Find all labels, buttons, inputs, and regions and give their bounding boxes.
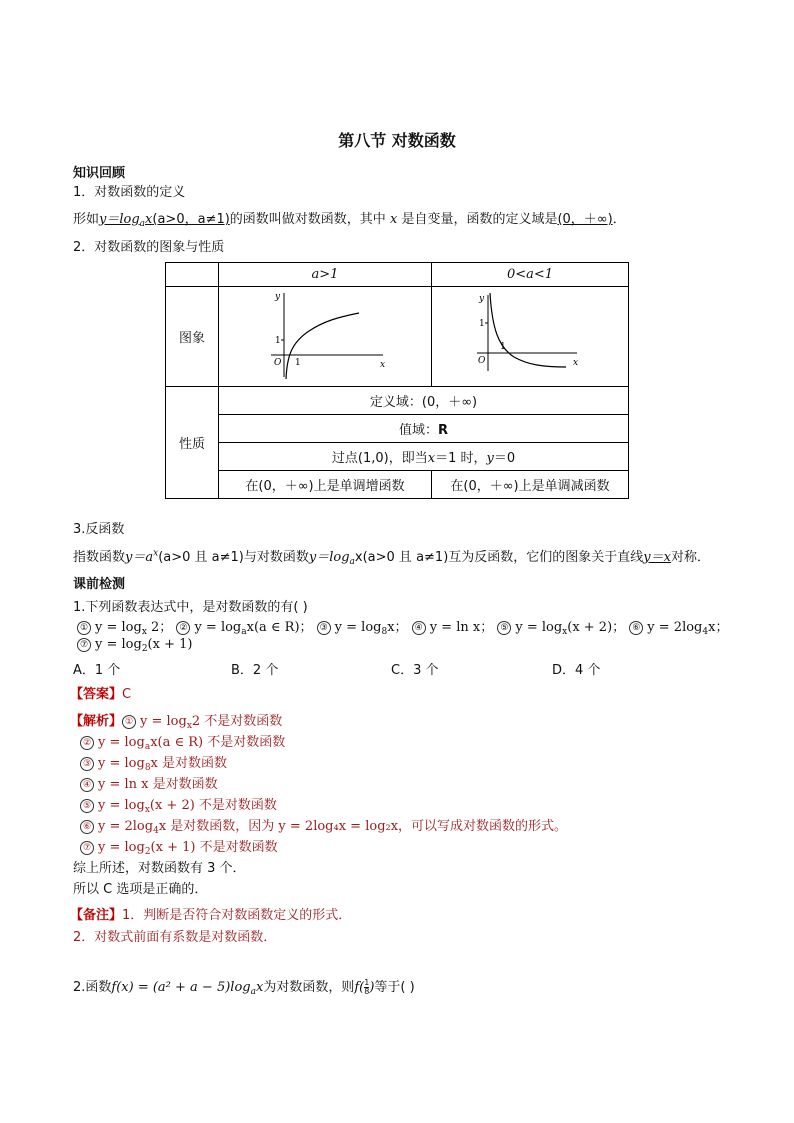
properties-table	[165, 262, 629, 499]
q1-stem: 1.下列函数表达式中，是对数函数的有( )	[73, 600, 308, 615]
decreasing-curve	[490, 293, 566, 367]
row-label-graph: 图象	[166, 287, 219, 387]
definition-domain: (0，＋∞)	[557, 212, 613, 227]
q1-summary-1: 综上所述，对数函数有 3 个．	[73, 861, 246, 876]
q1-choice-c: C．3 个	[391, 663, 439, 678]
x-tick-1-label: 1	[295, 358, 301, 368]
item1-label: 1．对数函数的定义	[73, 185, 186, 200]
q1-option-2: ② $y = \log_ax(a$ ∈ R)；	[176, 620, 312, 635]
q1-choice-d: D．4 个	[552, 663, 601, 678]
fixed-point-cell: 过点(1,0)，即当x＝1 时，y＝0	[219, 443, 629, 471]
table-corner-cell	[166, 263, 219, 287]
monotonic-decreasing-cell: 在(0，＋∞)上是单调减函数	[432, 471, 629, 499]
inverse-function-line: 指数函数$y=a^x(a>0$ 且 a≠1)与对数函数$y=\log_ax(a>0$ 且 a≠1)互为反函数，它们的图象关于直线y＝x对称．	[73, 548, 710, 567]
section-heading-pretest: 课前检测	[73, 577, 126, 592]
graph-decreasing-cell	[432, 287, 629, 387]
origin-label: O	[478, 356, 486, 366]
header-a-between-0-1: 0<a<1	[432, 263, 629, 287]
page-title: 第八节 对数函数	[338, 131, 456, 150]
q2-stem: 2.函数$f(x) = (a^2 + a - 5)\log_ax$为对数函数，则f( $\frac{1}{8}$ )等于( )	[73, 978, 415, 997]
x-axis-label: x	[380, 360, 386, 370]
item2-label: 2．对数函数的图象与性质	[73, 240, 225, 255]
row-label-properties: 性质	[166, 387, 219, 499]
q1-options-line2	[77, 637, 192, 654]
q1-analysis-line-6: ⑥ $y = 2\log_4x$ 是对数函数，因为 y = 2log₄x = log₂x，可以写成对数函数的形式。	[80, 815, 567, 836]
origin-label: O	[274, 358, 282, 368]
q1-option-6: ⑥ $y = 2\log_4x$；	[629, 620, 728, 635]
q1-option-3: ③ $y = \log_8x$；	[317, 620, 408, 635]
q1-option-5: ⑤ $y = \log_x(x + 2)$；	[497, 620, 625, 635]
q1-option-1: ① $y = \log_x 2$；	[77, 620, 172, 635]
fraction-one-eighth: $\frac{1}{8}$	[364, 978, 370, 996]
range-cell: 值域：R	[219, 415, 629, 443]
increasing-curve	[286, 313, 359, 379]
q1-choice-a: A．1 个	[73, 663, 121, 678]
x-tick-1-label: 1	[500, 342, 506, 352]
y-tick-1-label: 1	[479, 319, 485, 329]
section-heading-review: 知识回顾	[73, 166, 126, 181]
q1-option-4: ④ y = ln x；	[412, 620, 494, 635]
q1-option-7: ⑦ $y = \log_2(x + 1)$	[77, 637, 192, 652]
item3-label: 3.反函数	[73, 522, 125, 537]
q1-note-1: 【备注】1．判断是否符合对数函数定义的形式．	[70, 908, 352, 923]
q1-choice-b: B．2 个	[231, 663, 279, 678]
domain-cell: 定义域：(0，＋∞)	[219, 387, 629, 415]
x-axis-label: x	[573, 358, 579, 368]
q1-options-line1	[77, 616, 728, 637]
q1-summary-2: 所以 C 选项是正确的．	[73, 882, 208, 897]
q1-analysis-line-5: ⑤ $y = \log_x(x + 2)$ 不是对数函数	[80, 794, 277, 815]
q1-analysis-line-3: ③ $y = \log_8x$ 是对数函数	[80, 752, 227, 773]
q1-analysis-line-1: 【解析】 ① $y = \log_x2$ 不是对数函数	[70, 714, 283, 731]
y-tick-1-label: 1	[275, 336, 281, 346]
y-axis-label: y	[479, 294, 485, 304]
header-a-greater-1: a>1	[219, 263, 432, 287]
monotonic-increasing-cell: 在(0，＋∞)上是单调增函数	[219, 471, 432, 499]
definition-line: 形如$y=\log_ax(a>0$，a≠1)的函数叫做对数函数，其中 x 是自变量，函数的定义域是(0，＋∞)．	[73, 212, 626, 229]
q1-analysis-line-2: ② $y = \log_ax(a$ ∈ R) 不是对数函数	[80, 731, 285, 752]
definition-formula: $y=\log_ax(a>0$，a≠1)	[99, 212, 230, 229]
q1-analysis-line-4: ④ y = ln x 是对数函数	[80, 773, 218, 792]
graph-increasing-cell	[219, 287, 432, 387]
q1-note-2: 2．对数式前面有系数是对数函数．	[73, 930, 277, 945]
q1-analysis-line-7: ⑦ $y = \log_2(x + 1)$ 不是对数函数	[80, 836, 278, 857]
log-graph-increasing	[219, 287, 431, 382]
q1-answer: 【答案】C	[70, 687, 132, 702]
y-axis-label: y	[275, 292, 281, 302]
log-graph-decreasing	[432, 287, 628, 382]
